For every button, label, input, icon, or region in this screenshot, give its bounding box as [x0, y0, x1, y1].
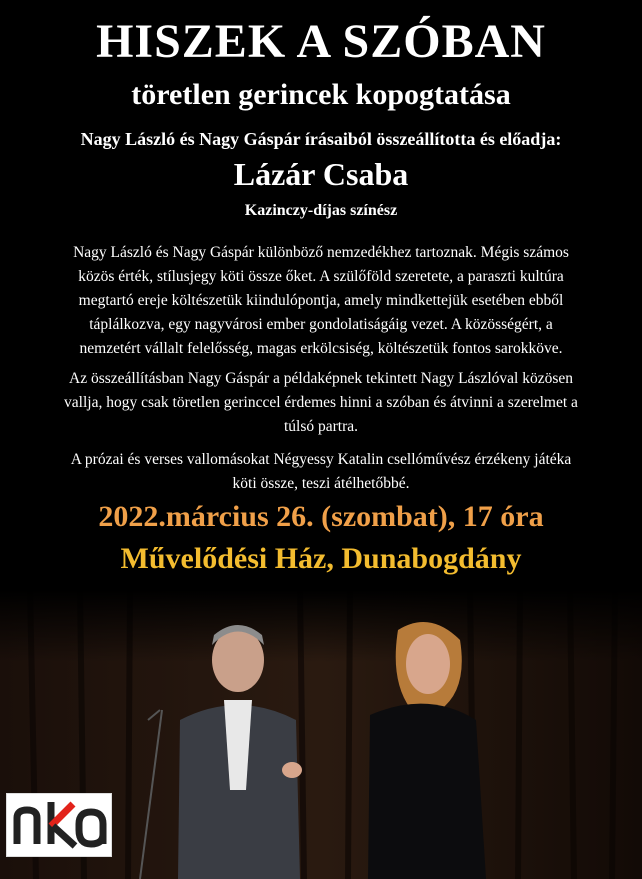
description-paragraph-3 — [10, 448, 632, 496]
paragraph-line: megtartó ereje költészetük kiindulópontja, amely mindkettejük esetében ebből — [78, 292, 564, 309]
credit-line: Nagy László és Nagy Gáspár írásaiból összeállította és előadja: — [80, 129, 562, 149]
description-paragraph-2 — [10, 367, 632, 439]
paragraph-line: közös érték, stílusjegy köti össze őket. A szülőföld szeretete, a paraszti kultúra — [78, 268, 564, 285]
paragraph-line: A prózai és verses vallomásokat Négyessy Katalin csellóművész érzékeny játéka — [70, 451, 572, 468]
paragraph-line: túlsó partra. — [283, 418, 359, 435]
nka-logo-icon — [6, 793, 112, 857]
paragraph-line: nemzetért vállalt felelősség, magas erkölcsiség, költészetük fontos sarokköve. — [79, 340, 563, 357]
paragraph-line: Nagy László és Nagy Gáspár különböző nemzedékhez tartoznak. Mégis számos — [73, 244, 569, 261]
paragraph-line: Az összeállításban Nagy Gáspár a példaképnek tekintett Nagy Lászlóval közösen — [69, 370, 573, 387]
paragraph-line: köti össze, teszi átélhetőbbé. — [232, 475, 410, 492]
event-date: 2022.március 26. (szombat), 17 óra — [98, 500, 544, 533]
event-venue: Művelődési Ház, Dunabogdány — [120, 542, 522, 575]
description-paragraph-1 — [10, 241, 632, 361]
paragraph-line: vallja, hogy csak töretlen gerinccel érdemes hinni a szóban és átvinni a szerelmet a — [64, 394, 578, 411]
performer-name: Lázár Csaba — [233, 156, 409, 192]
performer-award: Kazinczy-díjas színész — [244, 202, 398, 219]
poster-subtitle: töretlen gerincek kopogtatása — [131, 78, 511, 111]
paragraph-line: táplálkozva, egy nagyvárosi ember gondolatiságáig vezet. A közösségért, a — [89, 316, 553, 333]
poster-title: HISZEK A SZÓBAN — [96, 15, 546, 68]
nka-logo-mark — [7, 794, 111, 856]
